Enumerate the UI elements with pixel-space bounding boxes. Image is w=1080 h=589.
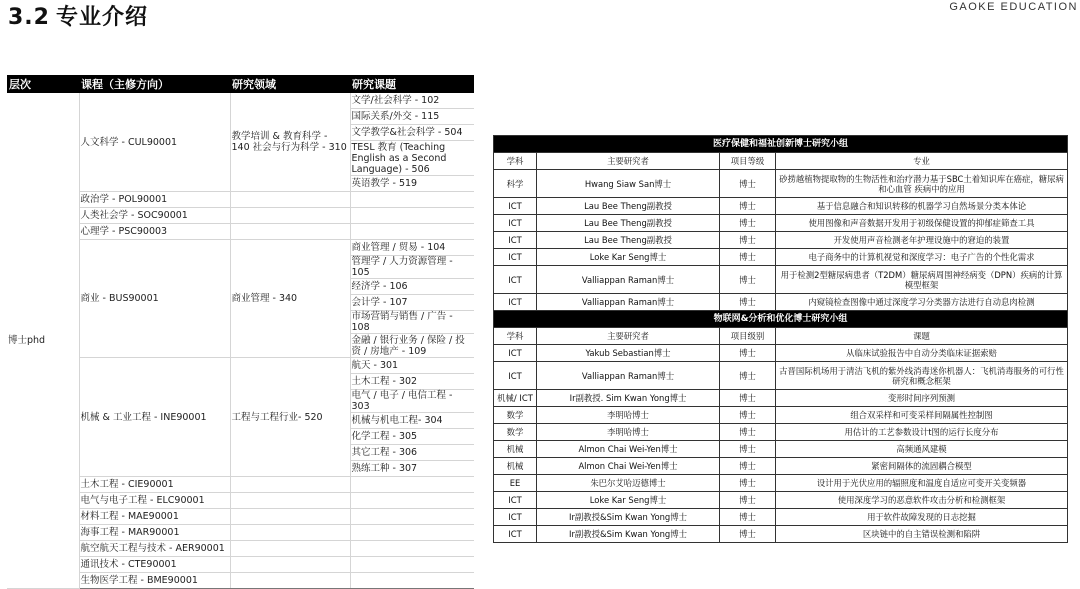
group1-row-cell: 博士 (720, 232, 776, 249)
group2-row-cell: 设计用于光伏应用的辐照度和温度自适应可变开关变频器 (776, 475, 1068, 492)
program-table (7, 75, 474, 589)
topic-cell: 国际关系/外交 - 115 (350, 109, 474, 125)
group2-row-cell: Valliappan Raman博士 (537, 362, 720, 390)
group2-row-cell: 李明哈博士 (537, 407, 720, 424)
column-header: 主要研究者 (537, 328, 720, 345)
group1-row-cell: 用于检测2型糖尿病患者（T2DM）糖尿病周围神经病变（DPN）疾病的计算模型框架 (776, 266, 1068, 294)
course-cell: 商业 - BUS90001 (79, 240, 230, 358)
column-header: 课题 (776, 328, 1068, 345)
group2-row-cell: 博士 (720, 492, 776, 509)
group1-row-cell: Lau Bee Theng副教授 (537, 215, 720, 232)
group1-row-cell: ICT (494, 215, 537, 232)
topic-cell: 会计学 - 107 (350, 295, 474, 311)
group2-row-cell: 博士 (720, 407, 776, 424)
course-cell: 海事工程 - MAR90001 (79, 525, 230, 541)
group2-row-cell: ICT (494, 345, 537, 362)
group2-row-cell: 博士 (720, 526, 776, 543)
group2-row (494, 345, 1068, 362)
group2-row-cell: Almon Chai Wei-Yen博士 (537, 458, 720, 475)
group2-row-cell: Almon Chai Wei-Yen博士 (537, 441, 720, 458)
group1-header (494, 136, 1068, 153)
group1-row-cell: 博士 (720, 170, 776, 198)
column-header: 专业 (776, 153, 1068, 170)
topic-cell: 其它工程 - 306 (350, 445, 474, 461)
group2-row-cell: EE (494, 475, 537, 492)
group2-row (494, 526, 1068, 543)
group2-row-cell: 机械/ ICT (494, 390, 537, 407)
group1-row (494, 249, 1068, 266)
group2-row-cell: 朱巴尔艾哈迈德博士 (537, 475, 720, 492)
course-cell: 心理学 - PSC90003 (79, 224, 230, 240)
group1-row-cell: ICT (494, 249, 537, 266)
group1-row-cell: ICT (494, 198, 537, 215)
topic-cell: 商业管理 / 贸易 - 104 (350, 240, 474, 256)
group1-row-cell: Hwang Siaw San博士 (537, 170, 720, 198)
group2-header (494, 311, 1068, 328)
group2-row-cell: 使用深度学习的恶意软件攻击分析和检测框架 (776, 492, 1068, 509)
group2-row-cell: Ir副教授&Sim Kwan Yong博士 (537, 509, 720, 526)
section-number: 3.2 (8, 5, 50, 30)
group2-row-cell: 组合双采样和可变采样间隔属性控制图 (776, 407, 1068, 424)
group1-row (494, 198, 1068, 215)
group1-row (494, 232, 1068, 249)
group1-row-cell: ICT (494, 294, 537, 311)
page-title (8, 0, 148, 31)
course-cell: 机械 & 工业工程 - INE90001 (79, 358, 230, 477)
group2-row-cell: 李明哈博士 (537, 424, 720, 441)
group1-row (494, 266, 1068, 294)
group2-row-cell: 用估计的工艺参数设计t图的运行长度分布 (776, 424, 1068, 441)
group1-row-cell: Lau Bee Theng副教授 (537, 232, 720, 249)
topic-cell: 电气 / 电子 / 电信工程 - 303 (350, 390, 474, 413)
program-table-header (7, 75, 474, 93)
topic-cell: 化学工程 - 305 (350, 429, 474, 445)
group2-row (494, 509, 1068, 526)
field-cell: 教学培训 & 教育科学 - 140 社会与行为科学 - 310 (230, 93, 350, 192)
topic-cell: TESL 教育 (Teaching English as a Second Language) - 506 (350, 141, 474, 176)
section-title: 专业介绍 (55, 5, 148, 30)
group2-row-cell: 数学 (494, 424, 537, 441)
course-cell: 电气与电子工程 - ELC90001 (79, 493, 230, 509)
group2-row-cell: 博士 (720, 441, 776, 458)
group2-row-cell: ICT (494, 492, 537, 509)
group2-row (494, 475, 1068, 492)
group1-header-title: 医疗保健和福祉创新博士研究小组 (494, 136, 1068, 153)
research-group-table (493, 135, 1068, 543)
group1-row-cell: 电子商务中的计算机视觉和深度学习：电子广告的个性化需求 (776, 249, 1068, 266)
group1-row-cell: 博士 (720, 215, 776, 232)
group1-row-cell: Loke Kar Seng博士 (537, 249, 720, 266)
group2-row-cell: ICT (494, 526, 537, 543)
course-cell: 材料工程 - MAE90001 (79, 509, 230, 525)
group2-row (494, 390, 1068, 407)
group2-row-cell: Yakub Sebastian博士 (537, 345, 720, 362)
topic-cell: 文学教学&社会科学 - 504 (350, 125, 474, 141)
topic-cell: 航天 - 301 (350, 358, 474, 374)
field-cell: 商业管理 - 340 (230, 240, 350, 358)
group2-row (494, 441, 1068, 458)
group2-row (494, 362, 1068, 390)
brand-logo-text: GAOKE EDUCATION (949, 1, 1078, 13)
header-field: 研究领域 (230, 75, 350, 93)
group2-row-cell: Loke Kar Seng博士 (537, 492, 720, 509)
group2-row-cell: 机械 (494, 441, 537, 458)
course-cell: 人类社会学 - SOC90001 (79, 208, 230, 224)
header-topic: 研究课题 (350, 75, 474, 93)
group2-row-cell: Ir副教授. Sim Kwan Yong博士 (537, 390, 720, 407)
course-cell: 人文科学 - CUL90001 (79, 93, 230, 192)
group1-row-cell: Valliappan Raman博士 (537, 266, 720, 294)
group2-header-title: 物联网&分析和优化博士研究小组 (494, 311, 1068, 328)
group1-row-cell: Lau Bee Theng副教授 (537, 198, 720, 215)
group2-row-cell: 区块链中的自主错误检测和陷阱 (776, 526, 1068, 543)
column-header: 学科 (494, 328, 537, 345)
field-cell: 工程与工程行业- 520 (230, 358, 350, 477)
course-cell: 政治学 - POL90001 (79, 192, 230, 208)
group1-row (494, 215, 1068, 232)
group1-column-headers (494, 153, 1068, 170)
group2-row-cell: 博士 (720, 458, 776, 475)
group2-row-cell: ICT (494, 509, 537, 526)
group1-row-cell: 博士 (720, 198, 776, 215)
group1-row-cell: 博士 (720, 294, 776, 311)
header-level: 层次 (7, 75, 79, 93)
column-header: 项目级别 (720, 328, 776, 345)
group2-row (494, 458, 1068, 475)
group1-row-cell: 开发使用声音检测老年护理设施中的窘迫的装置 (776, 232, 1068, 249)
group1-row-cell: Valliappan Raman博士 (537, 294, 720, 311)
group2-row-cell: 用于软件故障发现的日志挖掘 (776, 509, 1068, 526)
topic-cell: 英语教学 - 519 (350, 176, 474, 192)
group1-row-cell: 博士 (720, 249, 776, 266)
group1-row-cell: 基于信息融合和知识转移的机器学习自然场景分类本体论 (776, 198, 1068, 215)
level-cell: 博士phd (7, 93, 79, 589)
group1-row-cell: ICT (494, 266, 537, 294)
group2-row-cell: 机械 (494, 458, 537, 475)
group2-row-cell: 数学 (494, 407, 537, 424)
group2-row-cell: ICT (494, 362, 537, 390)
topic-cell: 土木工程 - 302 (350, 374, 474, 390)
topic-cell: 金融 / 银行业务 / 保险 / 投资 / 房地产 - 109 (350, 334, 474, 358)
topic-cell: 文学/社会科学 - 102 (350, 93, 474, 109)
course-cell: 航空航天工程与技术 - AER90001 (79, 541, 230, 557)
topic-cell: 管理学 / 人力资源管理 - 105 (350, 256, 474, 279)
group1-row (494, 294, 1068, 311)
column-header: 项目等级 (720, 153, 776, 170)
column-header: 学科 (494, 153, 537, 170)
group2-row (494, 492, 1068, 509)
group2-row-cell: 博士 (720, 362, 776, 390)
column-header: 主要研究者 (537, 153, 720, 170)
group2-row-cell: 博士 (720, 475, 776, 492)
topic-cell: 熟练工种 - 307 (350, 461, 474, 477)
header-course: 课程（主修方向） (79, 75, 230, 93)
group2-row-cell: 紧密间隔体的流固耦合模型 (776, 458, 1068, 475)
course-cell: 土木工程 - CIE90001 (79, 477, 230, 493)
group2-row-cell: 变形时间序列预测 (776, 390, 1068, 407)
topic-cell: 机械与机电工程- 304 (350, 413, 474, 429)
course-cell: 通讯技术 - CTE90001 (79, 557, 230, 573)
group1-row-cell: 博士 (720, 266, 776, 294)
course-cell: 生物医学工程 - BME90001 (79, 573, 230, 589)
group1-row-cell: 内窥镜检查图像中通过深度学习分类器方法进行自动息肉检测 (776, 294, 1068, 311)
group1-row (494, 170, 1068, 198)
group2-row-cell: 高频通风建模 (776, 441, 1068, 458)
group2-row-cell: 博士 (720, 345, 776, 362)
group1-row-cell: 砂捞越植物提取物的生物活性和治疗潜力基于SBC土着知识库在癌症，糖尿病和心血管 疾病中的应用 (776, 170, 1068, 198)
group2-row-cell: 博士 (720, 424, 776, 441)
group1-row-cell: ICT (494, 232, 537, 249)
group1-row-cell: 使用图像和声音数据开发用于初级保健设置的抑郁症筛查工具 (776, 215, 1068, 232)
group2-row-cell: 古晋国际机场用于清洁飞机的紫外线消毒迷你机器人：飞机消毒服务的可行性研究和概念框架 (776, 362, 1068, 390)
topic-cell: 经济学 - 106 (350, 279, 474, 295)
group2-row-cell: 从临床试验报告中自动分类临床证据索赔 (776, 345, 1068, 362)
group2-row-cell: Ir副教授&Sim Kwan Yong博士 (537, 526, 720, 543)
group1-row-cell: 科学 (494, 170, 537, 198)
group2-row (494, 424, 1068, 441)
group2-row (494, 407, 1068, 424)
group2-row-cell: 博士 (720, 509, 776, 526)
group2-row-cell: 博士 (720, 390, 776, 407)
topic-cell: 市场营销与销售 / 广告 - 108 (350, 311, 474, 334)
group2-column-headers (494, 328, 1068, 345)
